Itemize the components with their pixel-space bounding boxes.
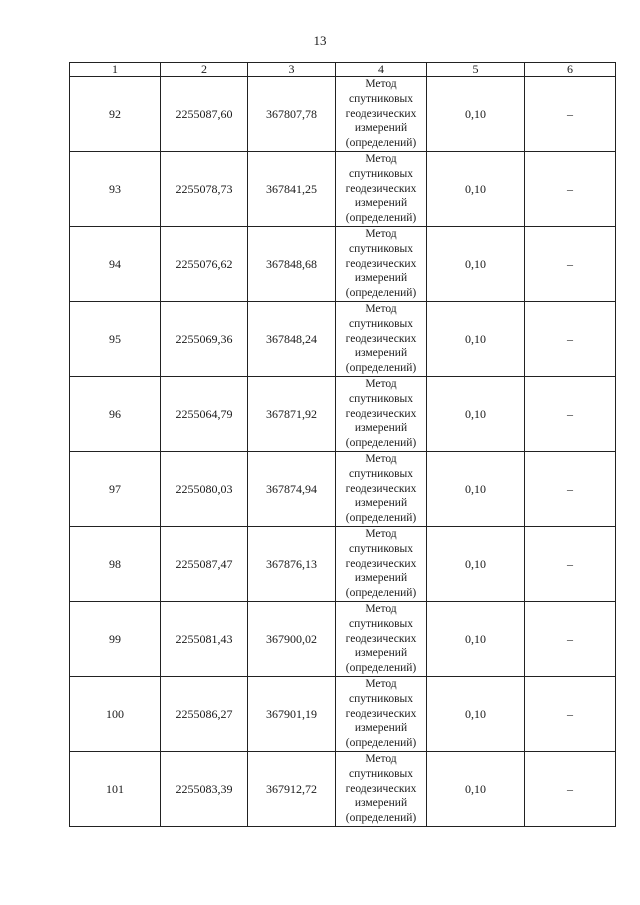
- table-row: [70, 152, 616, 227]
- table-header-row: [70, 63, 616, 77]
- method-line: геодезических: [345, 107, 417, 120]
- method-line: (определений): [345, 212, 417, 225]
- y-coordinate-cell: 367900,02: [248, 602, 336, 677]
- note-cell: –: [525, 677, 616, 752]
- accuracy-cell: 0,10: [427, 302, 525, 377]
- point-number-cell: 94: [70, 227, 161, 302]
- page-number: 13: [313, 33, 327, 48]
- y-coordinate-cell: 367871,92: [248, 377, 336, 452]
- method-cell: [336, 527, 427, 602]
- accuracy-cell: 0,10: [427, 752, 525, 827]
- y-coordinate-cell: 367876,13: [248, 527, 336, 602]
- method-line: (определений): [345, 812, 417, 825]
- column-header-4: 4: [336, 63, 427, 77]
- accuracy-cell: 0,10: [427, 677, 525, 752]
- method-line: Метод: [365, 678, 397, 690]
- accuracy-cell: 0,10: [427, 152, 525, 227]
- method-line: измерений: [354, 347, 408, 360]
- accuracy-cell: 0,10: [427, 452, 525, 527]
- table-row: [70, 752, 616, 827]
- method-line: спутниковых: [348, 167, 413, 180]
- method-cell: [336, 602, 427, 677]
- point-number-cell: 98: [70, 527, 161, 602]
- method-line: Метод: [365, 603, 397, 615]
- accuracy-cell: 0,10: [427, 77, 525, 152]
- method-line: геодезических: [345, 707, 417, 720]
- note-cell: –: [525, 302, 616, 377]
- method-line: геодезических: [345, 257, 417, 270]
- method-line: спутниковых: [348, 617, 413, 630]
- method-line: (определений): [345, 437, 417, 450]
- point-number-cell: 96: [70, 377, 161, 452]
- method-line: геодезических: [345, 482, 417, 495]
- point-number-cell: 92: [70, 77, 161, 152]
- method-line: спутниковых: [348, 767, 413, 780]
- table-row: [70, 602, 616, 677]
- method-cell: [336, 77, 427, 152]
- y-coordinate-cell: 367874,94: [248, 452, 336, 527]
- method-line: (определений): [345, 737, 417, 750]
- method-line: измерений: [354, 122, 408, 135]
- column-header-6: 6: [525, 63, 616, 77]
- x-coordinate-cell: 2255069,36: [161, 302, 248, 377]
- accuracy-cell: 0,10: [427, 227, 525, 302]
- point-number-cell: 93: [70, 152, 161, 227]
- note-cell: –: [525, 452, 616, 527]
- method-line: геодезических: [345, 557, 417, 570]
- method-line: Метод: [365, 378, 397, 390]
- method-line: спутниковых: [348, 92, 413, 105]
- method-line: измерений: [354, 572, 408, 585]
- method-cell: [336, 377, 427, 452]
- method-line: Метод: [365, 528, 397, 540]
- table-row: [70, 452, 616, 527]
- method-line: (определений): [345, 512, 417, 525]
- table-body: [70, 77, 616, 827]
- method-line: спутниковых: [348, 317, 413, 330]
- y-coordinate-cell: 367901,19: [248, 677, 336, 752]
- column-header-5: 5: [427, 63, 525, 77]
- point-number-cell: 99: [70, 602, 161, 677]
- note-cell: –: [525, 752, 616, 827]
- method-line: (определений): [345, 287, 417, 300]
- table-row: [70, 677, 616, 752]
- method-line: спутниковых: [348, 692, 413, 705]
- column-header-1: 1: [70, 63, 161, 77]
- column-header-2: 2: [161, 63, 248, 77]
- y-coordinate-cell: 367848,24: [248, 302, 336, 377]
- method-line: Метод: [365, 453, 397, 465]
- method-line: измерений: [354, 422, 408, 435]
- method-cell: [336, 452, 427, 527]
- x-coordinate-cell: 2255087,60: [161, 77, 248, 152]
- accuracy-cell: 0,10: [427, 602, 525, 677]
- y-coordinate-cell: 367807,78: [248, 77, 336, 152]
- y-coordinate-cell: 367841,25: [248, 152, 336, 227]
- method-line: геодезических: [345, 332, 417, 345]
- method-cell: [336, 227, 427, 302]
- note-cell: –: [525, 602, 616, 677]
- x-coordinate-cell: 2255064,79: [161, 377, 248, 452]
- x-coordinate-cell: 2255080,03: [161, 452, 248, 527]
- method-line: измерений: [354, 722, 408, 735]
- method-line: спутниковых: [348, 392, 413, 405]
- method-cell: [336, 152, 427, 227]
- x-coordinate-cell: 2255081,43: [161, 602, 248, 677]
- method-line: (определений): [345, 587, 417, 600]
- method-line: Метод: [365, 78, 397, 90]
- table-row: [70, 77, 616, 152]
- method-line: Метод: [365, 228, 397, 240]
- method-line: геодезических: [345, 407, 417, 420]
- note-cell: –: [525, 152, 616, 227]
- method-cell: [336, 752, 427, 827]
- table-row: [70, 227, 616, 302]
- note-cell: –: [525, 77, 616, 152]
- method-line: измерений: [354, 797, 408, 810]
- x-coordinate-cell: 2255078,73: [161, 152, 248, 227]
- point-number-cell: 97: [70, 452, 161, 527]
- point-number-cell: 95: [70, 302, 161, 377]
- accuracy-cell: 0,10: [427, 527, 525, 602]
- method-line: геодезических: [345, 782, 417, 795]
- method-line: Метод: [365, 303, 397, 315]
- method-cell: [336, 302, 427, 377]
- method-line: Метод: [365, 153, 397, 165]
- method-line: спутниковых: [348, 467, 413, 480]
- x-coordinate-cell: 2255083,39: [161, 752, 248, 827]
- x-coordinate-cell: 2255076,62: [161, 227, 248, 302]
- method-line: (определений): [345, 137, 417, 150]
- method-line: (определений): [345, 662, 417, 675]
- coordinates-table: [69, 62, 616, 827]
- method-line: измерений: [354, 647, 408, 660]
- method-line: Метод: [365, 753, 397, 765]
- column-header-3: 3: [248, 63, 336, 77]
- x-coordinate-cell: 2255087,47: [161, 527, 248, 602]
- point-number-cell: 100: [70, 677, 161, 752]
- note-cell: –: [525, 527, 616, 602]
- note-cell: –: [525, 377, 616, 452]
- method-line: (определений): [345, 362, 417, 375]
- method-cell: [336, 677, 427, 752]
- y-coordinate-cell: 367912,72: [248, 752, 336, 827]
- method-line: геодезических: [345, 632, 417, 645]
- table-row: [70, 527, 616, 602]
- method-line: измерений: [354, 497, 408, 510]
- method-line: измерений: [354, 197, 408, 210]
- method-line: геодезических: [345, 182, 417, 195]
- method-line: измерений: [354, 272, 408, 285]
- table-row: [70, 302, 616, 377]
- point-number-cell: 101: [70, 752, 161, 827]
- x-coordinate-cell: 2255086,27: [161, 677, 248, 752]
- method-line: спутниковых: [348, 242, 413, 255]
- y-coordinate-cell: 367848,68: [248, 227, 336, 302]
- note-cell: –: [525, 227, 616, 302]
- method-line: спутниковых: [348, 542, 413, 555]
- accuracy-cell: 0,10: [427, 377, 525, 452]
- table-row: [70, 377, 616, 452]
